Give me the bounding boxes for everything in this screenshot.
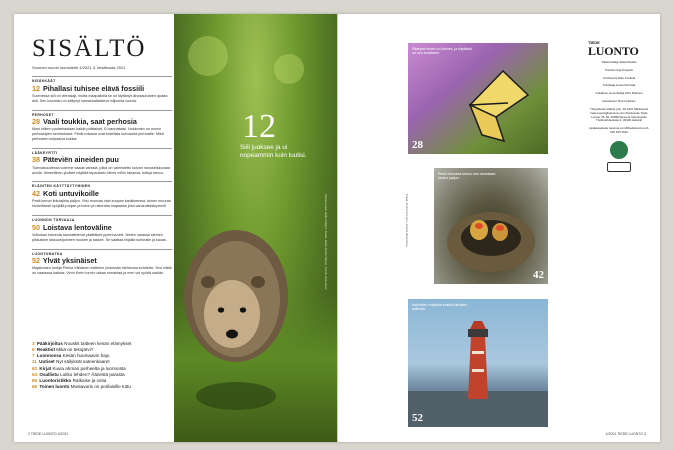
masthead-block: Graafinen suunnittelija Petri Rottinen [595, 91, 643, 96]
masthead-block: Art Director Riku Koskela [602, 75, 636, 80]
photo-credit: Kannen kuva: Getty Images / Kuvat: Jukka-Pekka Ylönen, Tuomo Järvensivu [324, 194, 328, 290]
ecolabel-logo [607, 162, 631, 172]
photo-caption: Ritariperhonen on komea, ja näyttävä on sen toukkakin. [412, 47, 472, 56]
article-description: Suomessa siili on vieraslaji, mutta maapallolla se on kiyttänyt dinosaurusten ajoista asti. Sen luuranko on säilynyt samankaltaisena miljoonia vuosia. [32, 93, 168, 103]
masthead [588, 40, 650, 172]
item-label: Pääkirjoitus [36, 341, 63, 346]
section-heading: LUONNON TURVAAJA [32, 215, 172, 222]
butterfly-photo[interactable] [408, 43, 548, 154]
article-title [32, 224, 172, 232]
article-description: Tulevaisuudessa voimme saada varasia, jotka on valmistettu kuivan nanoselluloosan avulla. Ihmeellinen yhdiste näyttää tapauksen lähes mihin tahansa, tutkija sanoo. [32, 165, 171, 175]
table-of-contents [32, 36, 172, 276]
item-text: Kesän huumaavin haju [62, 353, 110, 359]
masthead-block: Yhteystiedot Vaihde puh. 09 1201 Sähköposti tiede.luonto@sanoma.com Postiosoite Tiede Luonto, PL 65, 00098 Sanoma Käyntiosoite Töölönlahdenkatu 2, 00100 Helsinki [589, 106, 649, 123]
item-text: Ratkaise ja voita [72, 377, 107, 383]
masthead-block: Päätoimittaja Jukka Ruukki [601, 60, 637, 64]
article-description: Pesä kertoo lintulajista paljon. Yksi muovaa vain kuopan kanikkeessa, toinen muuraa huolellisesti syöjällä pohjan ja koton ja rakentaa majaansa joka vanaudeksikymnilt. [32, 199, 171, 209]
page-number: 50 [32, 222, 40, 232]
hero-caption: Siili juoksee ja ui nopeammin kuin luulisi. [240, 144, 307, 159]
article-description: Majakoiden tuntija Pekka Väisänen esittelee yhdeksän kiehtovaa kohdetta. Yksi niistä on vaarassa kadota: Viron Kerin tornin uhkaa romahtaa ja meri voi syödä sarkän. [32, 266, 172, 276]
page-number: 64 [32, 371, 38, 377]
masthead-block: Toimitus Arja Kivipelto [604, 67, 634, 72]
issue-line: Suomen suurin luontolehti 4/2021 3. kesäkuuta 2021 [32, 65, 126, 70]
article-title [32, 190, 172, 198]
masthead-block: Avustaneet Tiina Kyttänen [602, 99, 636, 104]
short-items-list [32, 341, 182, 390]
hero-number: 12 [242, 108, 276, 145]
photo-page-number: 28 [412, 139, 423, 151]
hedgehog-photo[interactable] [174, 14, 337, 442]
page-number: 6 [32, 347, 35, 353]
section-heading: NISÄKKÄÄT [32, 76, 172, 83]
photo-page-number: 52 [412, 412, 423, 424]
masthead-block: Toimittaja Jenna Parmala [602, 83, 636, 88]
article-title-text: Pihallasi tuhisee elävä fossiili [43, 83, 145, 93]
article-title-text: Vaali toukkia, saat perhosia [43, 117, 137, 127]
article-title [32, 257, 172, 265]
item-text: Kuvia ahman perheelta ja luonnosta [52, 365, 126, 371]
certification-logo [610, 141, 628, 159]
toc-section[interactable] [32, 249, 172, 277]
item-text: Mikä on tekojärvi? [56, 347, 94, 353]
item-text: Luitko lehden? Äänestä parasta [60, 371, 125, 377]
toc-section[interactable] [32, 110, 172, 142]
photo-page-number: 42 [533, 269, 544, 281]
photo-credit: Kuvat: Kimmo Kivinen / Tuomo Järvensivu [405, 194, 409, 247]
article-title-text: Päteviën aineiden puu [43, 155, 119, 165]
article-title-text: Loistava lentoväline [43, 222, 112, 232]
left-page [14, 14, 337, 442]
photo-caption: Kallioiden majakka esitää tuttuakin kallioilla. [412, 303, 468, 312]
page-number: 42 [32, 188, 40, 198]
item-text: Nouskit taitteen kesän elämykset [64, 341, 132, 346]
toc-section[interactable] [32, 181, 172, 209]
nest-photo[interactable] [434, 168, 548, 284]
nest-illustration [434, 168, 548, 284]
hedgehog-illustration [174, 14, 337, 442]
article-title [32, 85, 172, 93]
item-label: Luonnossa [36, 353, 62, 359]
article-title-text: Koti untuvikoille [43, 188, 99, 198]
toc-section[interactable] [32, 148, 172, 176]
article-title-text: Ylvät yksinäiset [42, 256, 97, 266]
page-number: 11 [32, 359, 37, 365]
section-heading: LÄÄKEYRTTI [32, 148, 172, 155]
section-heading: LUONTOMATKA [32, 249, 172, 256]
photo-caption: Pesä lintuoksa kertoo sen asukkaan kertoo paljon. [438, 172, 496, 181]
article-description: Moni kitkee puutarhastaan kaikki polttiaiset. Ei kannattaisi. Nokkonen on monin perhoslajien ravintokasvi. Perät nokasia ovat todellisia kuhoseita perhosille. Mikä perhosten kelpaavia kukkia. [32, 127, 164, 142]
page-number: 66 [32, 383, 38, 389]
item-label: Uutiset [39, 359, 55, 365]
item-text: Mustavaris on porilaisille tuttu [70, 383, 131, 389]
folio: 4/2021 TIEDE LUONTO 3 [605, 432, 646, 436]
item-label: Reaktiot [36, 347, 55, 353]
toc-section[interactable] [32, 215, 172, 243]
page-number: 52 [32, 256, 40, 266]
section-heading: PERHOSET [32, 110, 172, 117]
item-label: Kirjat [39, 365, 52, 371]
page-number: 12 [32, 83, 40, 93]
lighthouse-photo[interactable] [408, 299, 548, 427]
item-text: Nyt säilyksät sateenkaaret [56, 359, 110, 365]
lighthouse-illustration [408, 299, 548, 427]
page-number: 62 [32, 365, 38, 371]
item-label: Luontoristikko [39, 377, 72, 383]
section-heading: ELÄINTEN KÄYTTÄYTYMINEN [32, 181, 172, 188]
article-description: Voikukan haiventa kannattelevat yksittäiset pyörrevuolet. Niiden varassa siemen pikkuisine laskuvarjoineen nousee ja laskee. Se saattaa leijailla korkealle ja kauas. [32, 232, 167, 242]
magazine-logo: LUONTO [588, 44, 639, 58]
masthead-block: Asiakaspalvelu sanoma.com/fi/tiedeluonto puh. 020 333 1010 [588, 126, 650, 135]
butterfly-illustration [408, 43, 548, 154]
page-title: SISÄLTÖ [32, 35, 147, 62]
page-number: 28 [32, 117, 40, 127]
page-number: 65 [32, 377, 38, 383]
article-title [32, 118, 172, 126]
magazine-name-top: TIEDE [588, 40, 600, 45]
article-title [32, 156, 172, 164]
item-label: Osallistu [39, 371, 59, 377]
page-number: 38 [32, 155, 40, 165]
folio: 2 TIEDE LUONTO 4/2021 [28, 432, 69, 436]
page-number: 7 [32, 353, 35, 359]
list-item[interactable] [32, 384, 182, 390]
right-page [337, 14, 660, 442]
page-number: 3 [32, 341, 35, 346]
toc-section[interactable] [32, 76, 172, 104]
item-label: Toinen luonto [39, 383, 70, 389]
magazine-spread [14, 14, 660, 442]
